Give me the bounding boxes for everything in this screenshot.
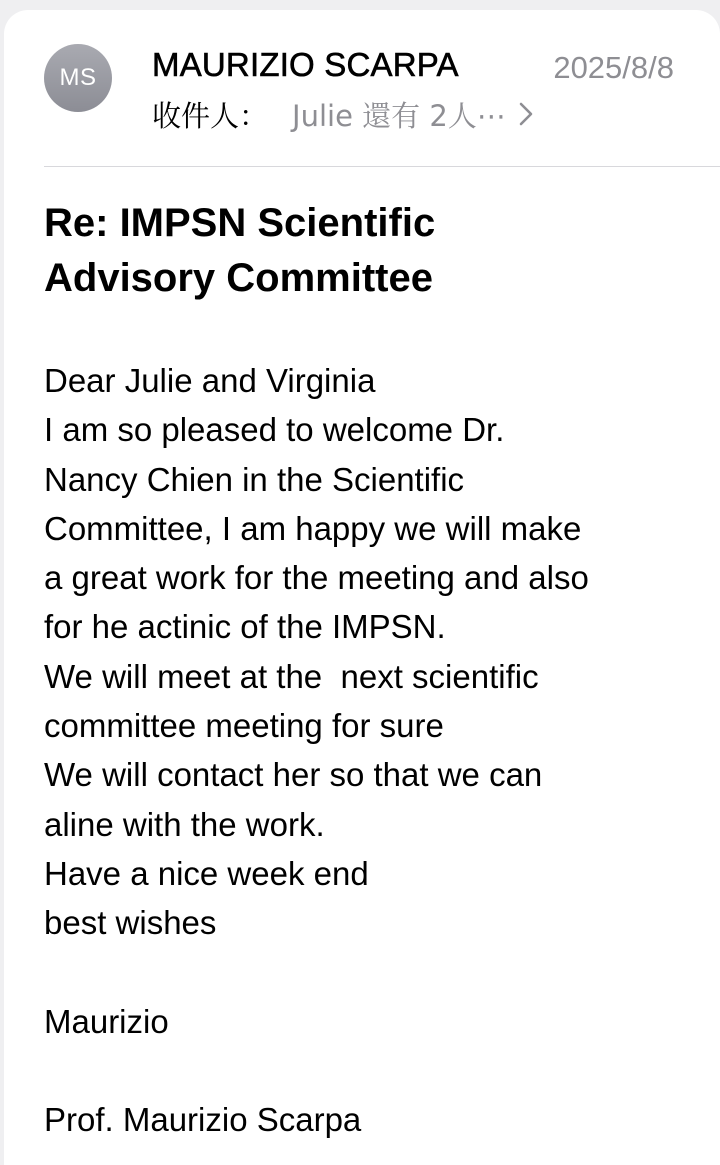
body-line: Have a nice week end — [44, 854, 369, 892]
signature-name: Maurizio — [44, 1002, 169, 1040]
body-line: Dear Julie and Virginia — [44, 362, 376, 399]
body-line: best wishes — [44, 904, 217, 942]
body-line: Committee, I am happy we will make — [44, 509, 582, 547]
body-line: committee meeting for sure — [44, 707, 444, 745]
chevron-right-icon[interactable] — [518, 101, 534, 127]
body-line: We will meet at the next scientific — [44, 657, 539, 695]
recipients-value: Julie 還有 2人⋯ — [292, 98, 506, 133]
subject-line: Re: IMPSN Scientific — [44, 201, 436, 245]
body-line — [44, 948, 704, 997]
recipients-row[interactable] — [152, 94, 534, 134]
email-body — [44, 356, 704, 1145]
body-line: a great work for the meeting and also — [44, 559, 589, 597]
body-line: aline with the work. — [44, 805, 325, 843]
body-line: for he actinic of the IMPSN. — [44, 608, 446, 646]
header-divider — [44, 166, 720, 167]
sender-name[interactable]: MAURIZIO SCARPA — [152, 46, 459, 83]
email-header — [4, 10, 720, 166]
body-line: I am so pleased to welcome Dr. — [44, 411, 505, 449]
body-line: We will contact her so that we can — [44, 756, 543, 794]
email-date: 2025/8/8 — [553, 50, 674, 85]
email-message-card — [4, 10, 720, 1165]
subject-line: Advisory Committee — [44, 256, 433, 300]
email-subject — [44, 196, 684, 306]
body-line: Nancy Chien in the Scientific — [44, 460, 465, 498]
body-line — [44, 1046, 704, 1095]
recipients-label: 收件人： — [152, 98, 269, 133]
signature-title: Prof. Maurizio Scarpa — [44, 1101, 362, 1139]
avatar-initials: MS — [59, 64, 97, 91]
avatar[interactable] — [44, 44, 112, 112]
